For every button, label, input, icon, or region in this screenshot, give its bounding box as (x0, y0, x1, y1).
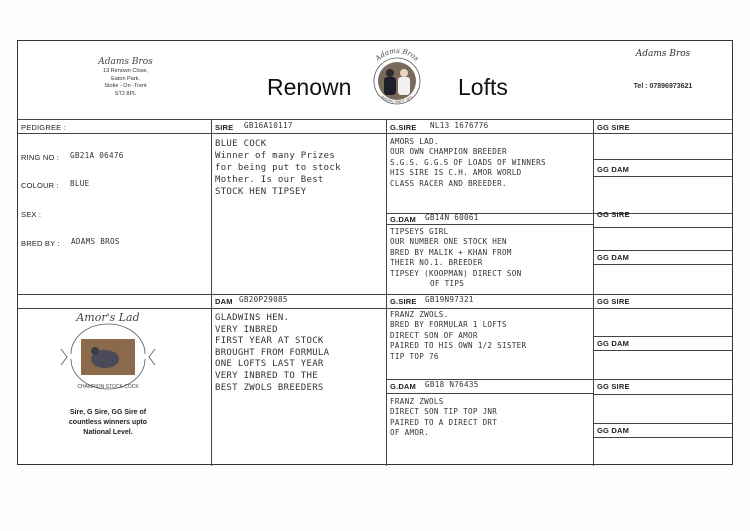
sire-label: SIRE (215, 123, 234, 132)
dam-note-6: VERY INBRED TO THE (215, 370, 318, 381)
address-line-3: Stoke - On -Trent (104, 83, 147, 89)
amors-lad-logo-icon (53, 309, 163, 394)
header-divider (18, 119, 733, 120)
g-sire-1-ring: NL13 1676776 (430, 121, 489, 130)
col-divider-2 (386, 119, 387, 466)
address-block (78, 56, 173, 98)
g-dam-1-note-6: OF TIPS (430, 279, 465, 289)
sire-note-1: BLUE COCK (215, 139, 267, 149)
g-sire-2-note-1: FRANZ ZWOLS. (390, 310, 449, 319)
dam-ring: GB20P29085 (239, 295, 288, 304)
dam-note-5: ONE LOFTS LAST YEAR (215, 359, 324, 370)
sire-note-3: for being put to stock (215, 163, 341, 173)
gg-line-8 (593, 394, 733, 395)
dam-label: DAM (215, 297, 233, 306)
gg-line-7 (593, 350, 733, 351)
sire-ring: GB16A10117 (244, 121, 293, 130)
g-sire-1-notes (390, 137, 546, 189)
address-line-1: 13 Renown Close, (103, 68, 148, 74)
sire-notes (215, 138, 341, 198)
sire-note-5: STOCK HEN TIPSEY (215, 187, 307, 197)
bred-by-value: ADAMS BROS (71, 237, 120, 246)
gg-line-4 (593, 250, 733, 251)
g-dam-2-ring: GB18 N76435 (425, 380, 479, 389)
g-sire-2-note-5: TIP TOP 76 (390, 351, 439, 361)
g-dam-1-note-2: OUR NUMBER ONE STOCK HEN (390, 237, 507, 247)
ring-label: RING NO : (21, 153, 60, 162)
dam-note-2: VERY INBRED (215, 324, 278, 335)
gg-line-2 (593, 176, 733, 177)
g-sire-1-note-1: AMORS LAD. (390, 137, 439, 146)
col-divider-3 (593, 119, 594, 466)
g-dam-2-label: G.DAM (390, 382, 416, 391)
g-sire-1-note-2: OUR OWN CHAMPION BREEDER (390, 147, 507, 157)
adams-bros-signature-left: Adams Bros (98, 57, 153, 67)
gg-dam-label-2: GG DAM (597, 253, 630, 262)
g-sire-2-ring: GB19N97321 (425, 295, 474, 304)
g-dam-2-notes (390, 397, 497, 439)
g-sire-1-note-4: HIS SIRE IS C.H. AMOR WORLD (390, 168, 522, 178)
g-dam-2-note-3: PAIRED TO A DIRECT DRT (390, 417, 498, 427)
gg-line-10 (593, 437, 733, 438)
g-sire-1-note-5: CLASS RACER AND BREEDER. (390, 178, 507, 188)
gg-sire-label-2: GG SIRE (597, 210, 630, 219)
amors-lad-title: Amor's Lad (76, 311, 140, 324)
gdam1-under-line (386, 224, 593, 225)
gg-line-3 (593, 227, 733, 228)
gg-line-9 (593, 423, 733, 424)
col-divider-1 (211, 119, 212, 466)
g-sire-2-notes (390, 310, 526, 362)
gg-line-1 (593, 159, 733, 160)
dam-note-3: FIRST YEAR AT STOCK (215, 336, 324, 347)
logo-bottom-text: RACING SINCE 1970 (380, 94, 414, 105)
phone-number: Tel : 07896973621 (633, 83, 693, 90)
g-dam-1-note-3: BRED BY MALIK + KHAN FROM (390, 247, 512, 257)
g-sire-2-note-3: DIRECT SON OF AMOR (390, 330, 478, 340)
pedigree-label: PEDIGREE : (21, 123, 66, 132)
sire-note-2: Winner of many Prizes (215, 151, 336, 161)
contact-block (608, 49, 718, 93)
g-dam-1-notes (390, 227, 522, 289)
caption-line-3: National Level. (83, 429, 133, 436)
g-sire-2-note-4: PAIRED TO HIS OWN 1/2 SISTER (390, 341, 527, 351)
colour-value: BLUE (70, 179, 90, 188)
dam-note-7: BEST ZWOLS BREEDERS (215, 382, 324, 393)
gg-sire-label-3: GG SIRE (597, 297, 630, 306)
pedigree-sheet (17, 40, 733, 465)
gg-dam-label-1: GG DAM (597, 165, 630, 174)
g-dam-2-note-4: OF AMOR. (390, 428, 429, 438)
g-dam-2-note-2: DIRECT SON TIP TOP JNR (390, 407, 498, 417)
sex-label: SEX : (21, 210, 42, 219)
dam-note-4: BROUGHT FROM FORMULA (215, 347, 330, 358)
top-label-row-line (18, 133, 733, 134)
gg-dam-label-4: GG DAM (597, 426, 630, 435)
g-dam-1-label: G.DAM (390, 215, 416, 224)
caption-line-2: countless winners upto (68, 419, 148, 426)
g-dam-1-note-1: TIPSEYS GIRL (390, 227, 449, 236)
gg-sire-label-1: GG SIRE (597, 123, 630, 132)
gdam2-under-line (386, 393, 593, 394)
g-sire-2-note-2: BRED BY FORMULAR 1 LOFTS (390, 320, 507, 330)
dam-notes (215, 313, 329, 394)
g-sire-1-note-3: S.G.S. G.G.S OF LOADS OF WINNERS (390, 157, 546, 167)
g-sire-2-label: G.SIRE (390, 297, 417, 306)
g-dam-2-note-1: FRANZ ZWOLS (390, 397, 444, 406)
bred-by-label: BRED BY : (21, 239, 60, 248)
g-dam-1-note-4: THEIR NO.1. BREEDER (390, 258, 483, 268)
gg-sire-label-4: GG SIRE (597, 382, 630, 391)
gg-line-5 (593, 264, 733, 265)
ring-value: GB21A 06476 (70, 151, 124, 160)
address-line-2: Eaton Park, (111, 75, 140, 82)
dam-note-1: GLADWINS HEN. (215, 313, 290, 323)
colour-label: COLOUR : (21, 181, 59, 190)
brand-renown: Renown (267, 74, 352, 100)
caption-line-1: Sire, G Sire, GG Sire of (69, 409, 147, 416)
brand-lofts: Lofts (458, 74, 508, 100)
gg-dam-label-3: GG DAM (597, 339, 630, 348)
adams-bros-signature-right: Adams Bros (635, 49, 691, 59)
mid-divider-top (18, 294, 733, 295)
sire-note-4: Mother. Is our Best (215, 175, 324, 185)
g-dam-1-note-5: TIPSEY (KOOPMAN) DIRECT SON (390, 268, 522, 278)
amors-lad-caption (48, 408, 168, 438)
g-dam-1-ring: GB14N 60061 (425, 213, 479, 222)
logo-top-text: Adams Bros (373, 46, 421, 63)
gg-line-6 (593, 336, 733, 337)
amors-lad-subtitle: CHAMPION STOCK COCK (77, 384, 139, 390)
g-sire-1-label: G.SIRE (390, 123, 417, 132)
loft-logo-icon (361, 43, 433, 115)
address-line-4: ST2 8PL (114, 90, 137, 97)
